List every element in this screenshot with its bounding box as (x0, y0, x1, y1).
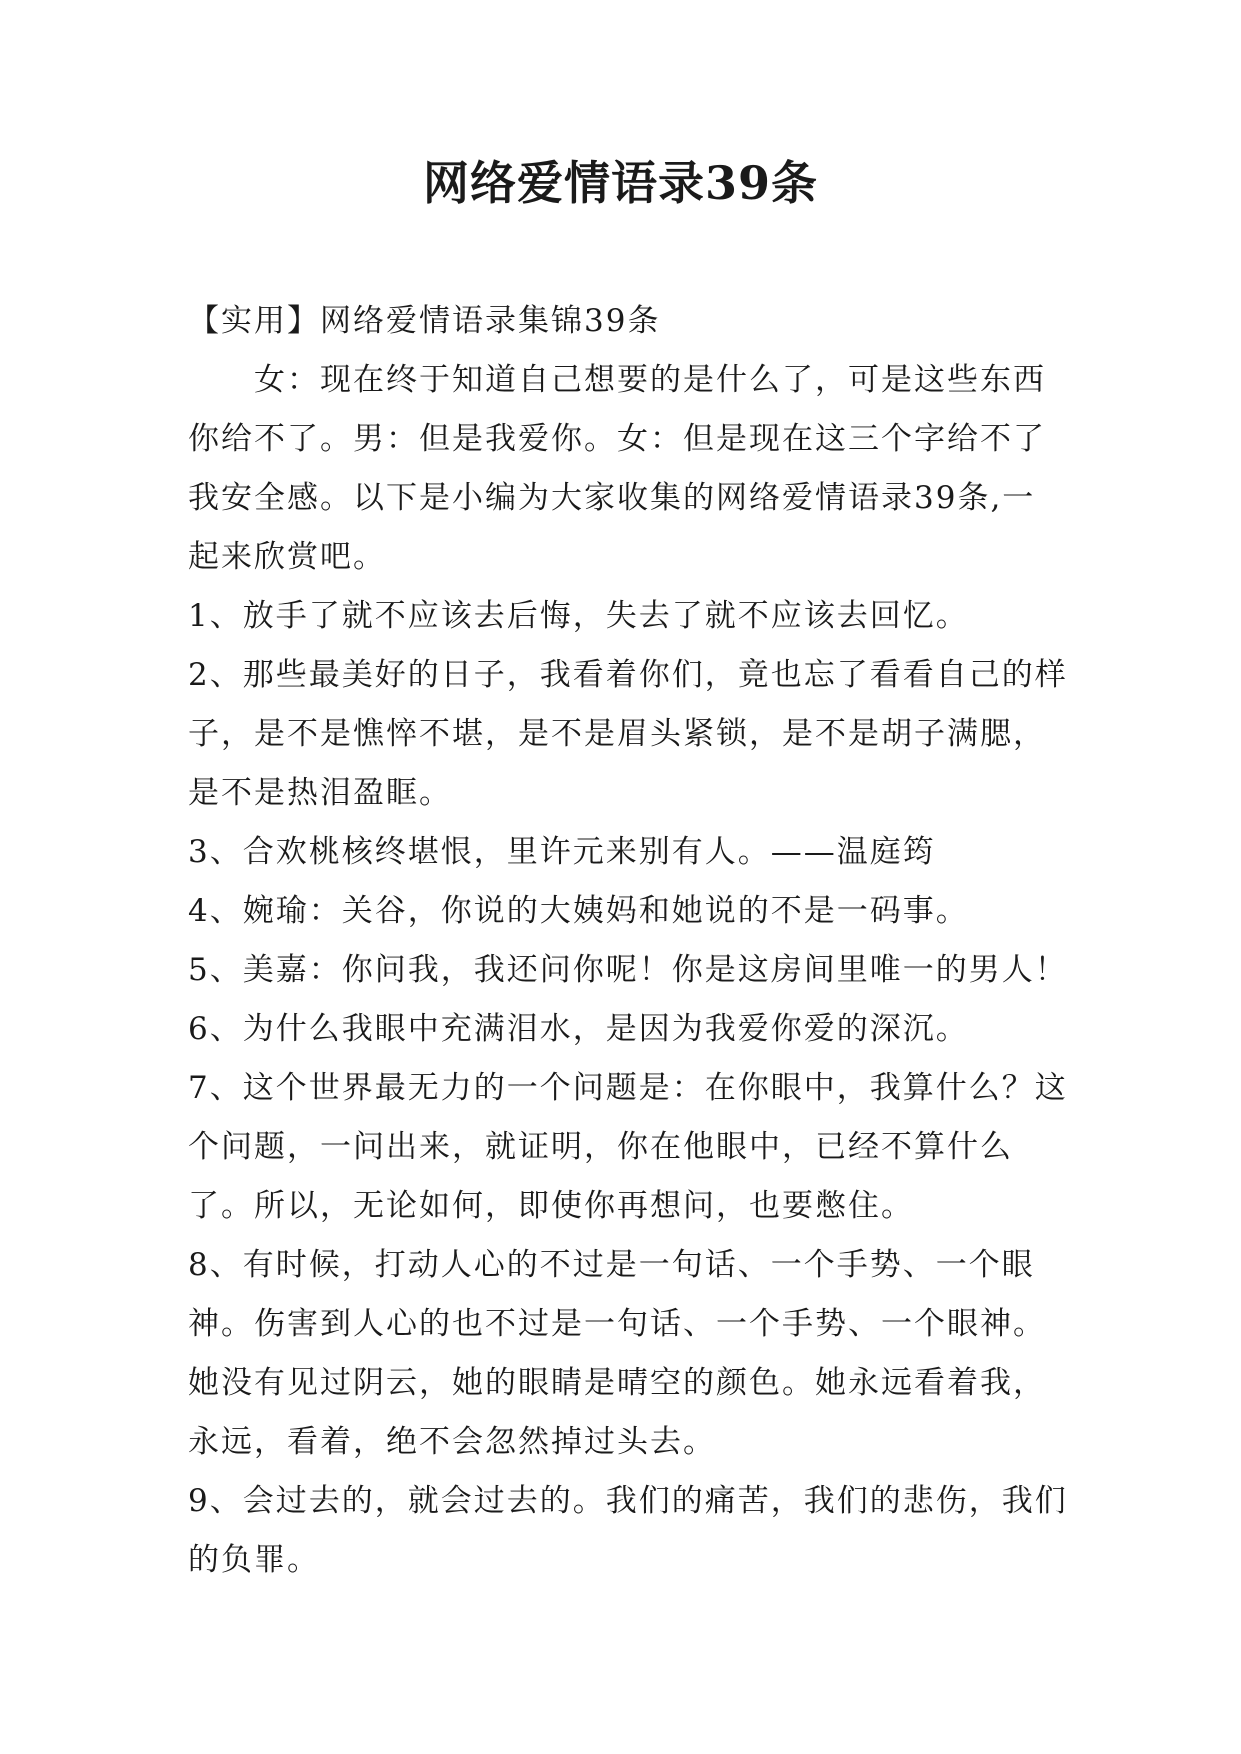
quote-item: 5、美嘉：你问我，我还问你呢！你是这房间里唯一的男人！ (188, 952, 1068, 988)
quote-item: 1、放手了就不应该去后悔，失去了就不应该去回忆。 (188, 598, 969, 634)
quote-item: 3、合欢桃核终堪恨，里许元来别有人。——温庭筠 (188, 834, 936, 870)
intro-paragraph: 女：现在终于知道自己想要的是什么了，可是这些东西你给不了。男：但是我爱你。女：但是现在这三个字给不了我安全感。以下是小编为大家收集的网络爱情语录39条,一起来欣赏吧。 (188, 362, 1046, 575)
quote-item: 7、这个世界最无力的一个问题是：在你眼中，我算什么？这个问题，一问出来，就证明，你在他眼中，已经不算什么了。所以，无论如何，即使你再想问，也要憋住。 (188, 1070, 1068, 1224)
quote-item: 6、为什么我眼中充满泪水，是因为我爱你爱的深沉。 (188, 1011, 969, 1047)
quote-item: 8、有时候，打动人心的不过是一句话、一个手势、一个眼神。伤害到人心的也不过是一句话、一个手势、一个眼神。她没有见过阴云，她的眼睛是晴空的颜色。她永远看着我，永远，看着，绝不会忽然掉过头去。 (188, 1247, 1046, 1460)
quote-item: 2、那些最美好的日子，我看着你们，竟也忘了看看自己的样子，是不是憔悴不堪，是不是眉头紧锁，是不是胡子满腮，是不是热泪盈眶。 (188, 657, 1068, 811)
document-title: 网络爱情语录39条 (422, 156, 818, 210)
quote-item: 4、婉瑜：关谷，你说的大姨妈和她说的不是一码事。 (188, 893, 969, 929)
document-body (188, 292, 1068, 1590)
document-subtitle: 【实用】网络爱情语录集锦39条 (188, 303, 661, 339)
quote-item: 9、会过去的，就会过去的。我们的痛苦，我们的悲伤，我们的负罪。 (188, 1483, 1068, 1578)
